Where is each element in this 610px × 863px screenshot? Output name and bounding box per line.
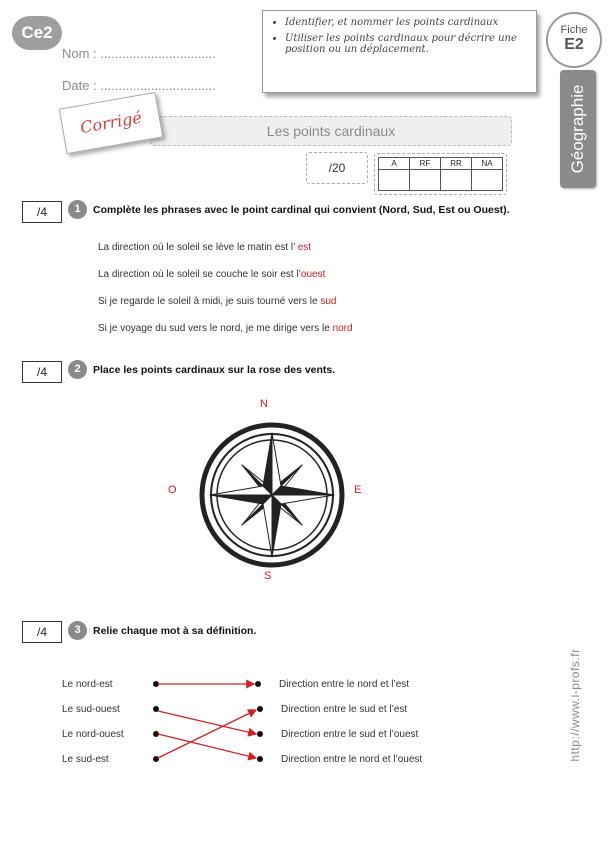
exercise2-score: /4 (22, 361, 62, 383)
eval-header: A (379, 158, 410, 170)
compass-east-label: E (354, 484, 362, 496)
fiche-label: Fiche (560, 24, 588, 36)
fiche-badge (546, 12, 602, 68)
exercise3-number: 3 (68, 621, 87, 640)
exercise1-sentence (98, 269, 325, 280)
page-title: Les points cardinaux (150, 116, 512, 146)
match-dot-right[interactable] (257, 731, 263, 737)
eval-cell[interactable] (410, 170, 441, 191)
sentence-text: Si je regarde le soleil à midi, je suis tourné vers le (98, 296, 321, 307)
evaluation-grid (374, 153, 507, 195)
match-dot-left[interactable] (153, 756, 159, 762)
matching-lines (140, 670, 280, 775)
corrige-stamp: Corrigé (59, 92, 163, 154)
match-line (158, 710, 256, 758)
compass-west-label: O (168, 484, 177, 496)
objectives-box (262, 10, 537, 93)
exercise1-number: 1 (68, 200, 87, 219)
subject-label: Géographie (568, 84, 587, 174)
match-word: Le nord-ouest (62, 729, 124, 740)
fiche-code: E2 (564, 36, 584, 53)
eval-header: RF (410, 158, 441, 170)
sentence-answer: ouest (300, 269, 326, 280)
exercise2-question: Place les points cardinaux sur la rose des vents. (93, 364, 336, 376)
sentence-answer: est (297, 242, 312, 253)
sentence-answer: sud (320, 296, 337, 307)
exercise1-sentence (98, 296, 336, 307)
sentence-text: Si je voyage du sud vers le nord, je me dirige vers le (98, 323, 333, 334)
match-definition: Direction entre le nord et l’est (279, 679, 410, 690)
site-url (562, 640, 588, 770)
match-word: Le sud-est (62, 754, 109, 765)
match-line (158, 734, 256, 758)
exercise3-question: Relie chaque mot à sa définition. (93, 625, 257, 637)
match-definition: Direction entre le sud et l’est (281, 704, 408, 715)
match-dot-right[interactable] (257, 706, 263, 712)
total-score-box: /20 (306, 152, 368, 184)
exercise1-sentence (98, 323, 353, 334)
subject-sidebar (560, 70, 596, 188)
objective-item: • Utiliser les points cardinaux pour décrire une position ou un déplacement. (285, 33, 528, 55)
exercise1-score: /4 (22, 201, 62, 223)
eval-cell[interactable] (441, 170, 472, 191)
match-word: Le sud-ouest (62, 704, 120, 715)
sentence-text: La direction où le soleil se lève le matin est l’ (98, 242, 298, 253)
match-definition: Direction entre le nord et l’ouest (281, 754, 423, 765)
match-dot-right[interactable] (257, 756, 263, 762)
compass-rose-icon (197, 420, 347, 570)
site-url-text[interactable]: http://www.i-profs.fr (568, 648, 582, 762)
eval-cell[interactable] (472, 170, 503, 191)
level-badge: Ce2 (12, 16, 62, 50)
eval-cell[interactable] (379, 170, 410, 191)
sentence-answer: nord (332, 323, 353, 334)
date-field-label: Date : ................................ (62, 78, 216, 93)
objective-item: • Identifier, et nommer les points cardinaux (285, 17, 528, 28)
exercise3-score: /4 (22, 621, 62, 643)
compass-south-label: S (264, 570, 272, 582)
compass-north-label: N (260, 398, 268, 410)
exercise1-question: Complète les phrases avec le point cardinal qui convient (Nord, Sud, Est ou Ouest). (93, 204, 510, 216)
sentence-text: La direction où le soleil se couche le soir est l’ (98, 269, 301, 280)
match-word: Le nord-est (62, 679, 113, 690)
eval-header: RR (441, 158, 472, 170)
name-field-label: Nom : ................................ (62, 46, 216, 61)
match-line (158, 711, 256, 734)
exercise2-number: 2 (68, 360, 87, 379)
match-definition: Direction entre le sud et l’ouest (281, 729, 419, 740)
eval-header: NA (472, 158, 503, 170)
exercise1-sentence (98, 242, 311, 253)
match-dot-right[interactable] (255, 681, 261, 687)
